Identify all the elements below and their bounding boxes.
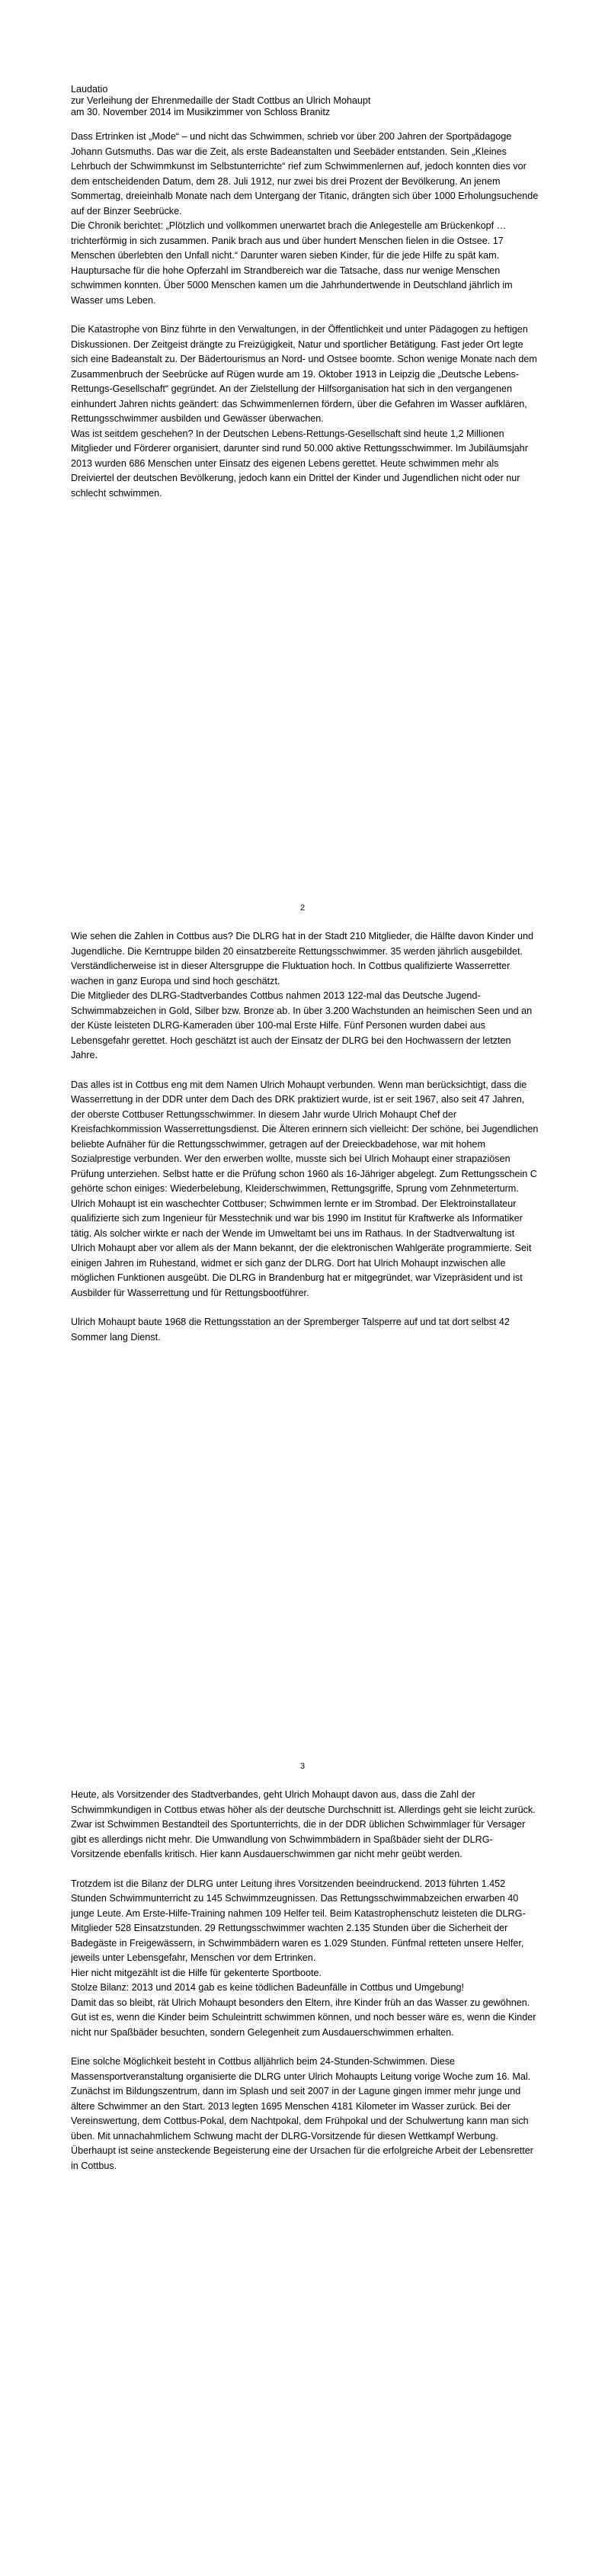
paragraph <box>71 2055 539 2173</box>
paragraph-line: Das alles ist in Cottbus eng mit dem Namen Ulrich Mohaupt verbunden. Wenn man berücksichtigt, dass die Wasserrettung in der DDR unter dem Dach des DRK praktiziert wurde, ist er seit 1967, also seit 47 Jahren, der oberste Cottbuser Rettungsschwimmer. In diesem Jahr wurde Ulrich Mohaupt Chef der Kreisfachkommission Wasserrettungsdienst. Die Älteren erinnern sich vielleicht: Der schöne, bei Jugendlichen beliebte Aufnäher für die Rettungsschwimmer, getragen auf der Dreieckbadehose, war mit hohem Sozialprestige verbunden. Wer den erwerben wollte, musste sich bei Ulrich Mohaupt einer strapaziösen Prüfung unterziehen. Selbst hatte er die Prüfung schon 1960 als 16-Jähriger abgelegt. Zum Rettungsschein C gehörte schon einiges: Wiederbelebung, Kleiderschwimmen, Rettungsgriffe, Sprung vom Zehnmeterturm. <box>71 1079 539 1194</box>
paragraph-line: Heute, als Vorsitzender des Stadtverbandes, geht Ulrich Mohaupt davon aus, dass die Zahl der Schwimmkundigen in Cottbus etwas höher als der deutsche Durchschnitt ist. Allerdings geht sie leicht zurück. Zwar ist Schwimmen Bestandteil des Sportunterrichts, die in der DDR üblichen Schwimmlager für Versager gibt es allerdings nicht mehr. Die Umwandlung von Schwimmbädern in Spaßbäder sieht der DLRG-Vorsitzende ebenfalls kritisch. Hier kann Ausdauerschwimmen gar nicht mehr geübt werden. <box>71 1789 536 1859</box>
page-3-content <box>71 1788 539 2188</box>
page-number: 2 <box>299 903 306 913</box>
paragraph-line: Trotzdem ist die Bilanz der DLRG unter Leitung ihres Vorsitzenden beeindruckend. 2013 führten 1.452 Stunden Schwimmunterricht zu 145 Schwimmzeugnissen. Das Rettungsschwimmabzeichen erwarben 40 junge Leute. Am Erste-Hilfe-Training nahmen 109 Helfer teil. Beim Katastrophenschutz leisteten die DLRG-Mitglieder 528 Einsatzstunden. 29 Rettungsschwimmer wachten 2.135 Stunden über die Sicherheit der Badegäste in Freigewässern, in Schwimmbädern waren es 1.029 Stunden. Fünfmal retteten unsere Helfer, jeweils unter Lebensgefahr, Menschen vor dem Ertrinken. <box>71 1878 526 1963</box>
paragraph <box>71 929 539 1063</box>
paragraph-line: Die Mitglieder des DLRG-Stadtverbandes Cottbus nahmen 2013 122-mal das Deutsche Jugend-Schwimmabzeichen in Gold, Silber bzw. Bronze ab. In über 3.200 Wachstunden an heimischen Seen und an der Küste leisteten DLRG-Kameraden über 100-mal Erste Hilfe. Fünf Personen wurden dabei aus Lebensgefahr gerettet. Hoch geschätzt ist auch der Einsatz der DLRG bei den Hochwassern der letzten Jahre. <box>71 990 533 1060</box>
page-2 <box>0 859 605 1718</box>
paragraph <box>71 322 539 501</box>
document-date-location: am 30. November 2014 im Musikzimmer von Schloss Branitz <box>71 107 331 117</box>
paragraph-line: Hier nicht mitgezählt ist die Hilfe für gekenterte Sportboote. <box>71 1967 322 1978</box>
paragraph <box>71 1078 539 1301</box>
paragraph-line: Damit das so bleibt, rät Ulrich Mohaupt besonders den Eltern, ihre Kinder früh an das Wasser zu gewöhnen. Gut ist es, wenn die Kinder beim Schuleintritt schwimmen können, und noch besser wäre es, wenn die Kinder nicht nur Spaßbäder besuchten, sondern Gelegenheit zum Ausdauerschwimmen erhalten. <box>71 1997 536 2038</box>
page-2-content <box>71 929 539 1359</box>
page-number: 3 <box>299 1762 306 1771</box>
paragraph-line: Ulrich Mohaupt ist ein waschechter Cottbuser; Schwimmen lernte er im Strombad. Der Elektroinstallateur qualifizierte sich zum Ingenieur für Messtechnik und war bis 1990 im Institut für Kraftwerke als Informatiker tätig. Als solcher wirkte er nach der Wende im Umweltamt bei uns im Rathaus. In der Stadtverwaltung ist Ulrich Mohaupt aber vor allem als der Mann bekannt, der die elektronischen Wahlgeräte programmierte. Seit einigen Jahren im Ruhestand, widmet er sich ganz der DLRG. Dort hat Ulrich Mohaupt inzwischen alle möglichen Funktionen ausgeübt. Die DLRG in Brandenburg hat er mitgegründet, war Vizepräsident und ist Ausbilder für Wasserrettung und für Rettungsbootführer. <box>71 1198 532 1298</box>
paragraph <box>71 1788 539 1862</box>
paragraph-line: Ulrich Mohaupt baute 1968 die Rettungsstation an der Spremberger Talsperre auf und tat dort selbst 42 Sommer lang Dienst. <box>71 1317 510 1343</box>
paragraph-line: Wie sehen die Zahlen in Cottbus aus? Die DLRG hat in der Stadt 210 Mitglieder, die Hälfte davon Kinder und Jugendliche. Die Kerntruppe bilden 20 einsatzbereite Rettungsschwimmer. 35 werden jährlich ausgebildet. Verständlicherweise ist in dieser Altersgruppe die Fluktuation hoch. In Cottbus qualifizierte Wasserretter wachen in ganz Europa und sind hoch geschätzt. <box>71 931 533 986</box>
laudatio-header <box>71 84 539 118</box>
paragraph-line: Die Chronik berichtet: „Plötzlich und vollkommen unerwartet brach die Anlegestelle am Brückenkopf … trichterförmig in sich zusammen. Panik brach aus und über hundert Menschen fielen in die Ostsee. 17 Menschen überlebten den Unfall nicht.“ Darunter waren sieben Kinder, für die jede Hilfe zu spät kam. Hauptursache für die hohe Opferzahl im Strandbereich war die Tatsache, dass nur wenige Menschen schwimmen konnten. Über 5000 Menschen kamen um die Jahrhundertwende in Deutschland jährlich im Wasser ums Leben. <box>71 220 513 306</box>
page-3 <box>0 1718 605 2576</box>
page-1-content <box>71 84 539 515</box>
page-1 <box>0 0 605 859</box>
paragraph <box>71 130 539 308</box>
paragraph-line: Stolze Bilanz: 2013 und 2014 gab es keine tödlichen Badeunfälle in Cottbus und Umgebung! <box>71 1982 465 1993</box>
paragraph-line: Was ist seitdem geschehen? In der Deutschen Lebens-Rettungs-Gesellschaft sind heute 1,2 Millionen Mitglieder und Förderer organisiert, darunter sind rund 50.000 aktive Rettungsschwimmer. Im Jubiläumsjahr 2013 wurden 686 Menschen unter Einsatz des eigenen Lebens gerettet. Heute schwimmen mehr als Dreiviertel der deutschen Bevölkerung, jedoch kann ein Drittel der Kinder und Jugendlichen nicht oder nur schlecht schwimmen. <box>71 428 528 499</box>
paragraph <box>71 1315 539 1345</box>
paragraph-line: Die Katastrophe von Binz führte in den Verwaltungen, in der Öffentlichkeit und unter Pädagogen zu heftigen Diskussionen. Der Zeitgeist drängte zu Freizügigkeit, Natur und sportlicher Betätigung. Fast jeder Ort legte sich eine Badeanstalt zu. Der Bädertourismus an Nord- und Ostsee boomte. Schon wenige Monate nach dem Zusammenbruch der Seebrücke auf Rügen wurde am 19. Oktober 1913 in Leipzig die „Deutsche Lebens-Rettungs-Gesellschaft“ gegründet. An der Zielstellung der Hilfsorganisation hat sich in den vergangenen einhundert Jahren nichts geändert: das Schwimmenlernen fördern, über die Gefahren im Wasser aufklären, Rettungsschwimmer ausbilden und Gewässer überwachen. <box>71 324 537 424</box>
document-subtitle: zur Verleihung der Ehrenmedaille der Stadt Cottbus an Ulrich Mohaupt <box>71 95 371 106</box>
document-title: Laudatio <box>71 84 108 95</box>
paragraph-line: Eine solche Möglichkeit besteht in Cottbus alljährlich beim 24-Stunden-Schwimmen. Diese Massensportveranstaltung organisierte die DLRG unter Ulrich Mohaupts Leitung vorige Woche zum 16. Mal. Zunächst im Bildungszentrum, dann im Splash und seit 2007 in der Lagune gingen immer mehr junge und ältere Schwimmer an den Start. 2013 legten 1695 Menschen 4181 Kilometer im Wasser zurück. Bei der Vereinswertung, dem Cottbus-Pokal, dem Nachtpokal, dem Frühpokal und der Schulwertung kann man sich üben. Mit unnachahmlichem Schwung macht der DLRG-Vorsitzende für diesen Wettkampf Werbung. Überhaupt ist seine ansteckende Begeisterung eine der Ursachen für die erfolgreiche Arbeit der Lebensretter in Cottbus. <box>71 2056 533 2171</box>
paragraph <box>71 1877 539 2041</box>
paragraph-line: Dass Ertrinken ist „Mode“ – und nicht das Schwimmen, schrieb vor über 200 Jahren der Sportpädagoge Johann Gutsmuths. Das war die Zeit, als erste Badeanstalten und Seebäder entstanden. Sein „Kleines Lehrbuch der Schwimmkunst im Selbstunterrichte“ rief zum Schwimmenlernen auf, jedoch konnten dies vor dem entscheidenden Datum, dem 28. Juli 1912, nur zwei bis drei Prozent der Bevölkerung. An jenem Sommertag, dreieinhalb Monate nach dem Untergang der Titanic, drängten sich über 1000 Erholungsuchende auf der Binzer Seebrücke. <box>71 131 539 217</box>
